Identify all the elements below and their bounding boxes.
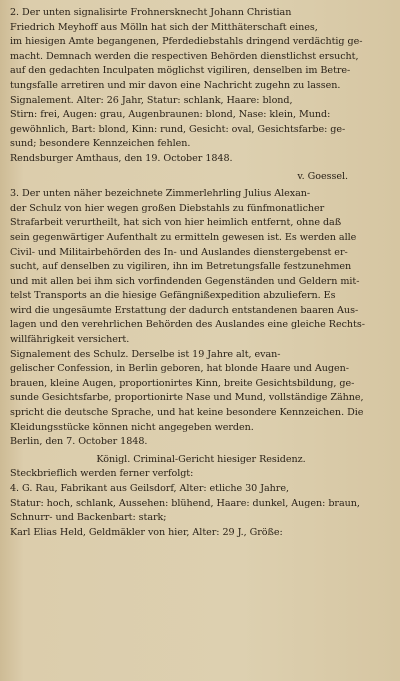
text-body xyxy=(10,6,392,540)
text-line: Karl Elias Held, Geldmäkler von hier, Alter: 29 J., Größe: xyxy=(10,526,283,538)
text-line: Signalement des Schulz. Derselbe ist 19 Jahre alt, evan- xyxy=(10,348,281,360)
text-line: 3. Der unten näher bezeichnete Zimmerlehrling Julius Alexan- xyxy=(10,188,311,200)
text-block xyxy=(10,467,392,540)
text-block xyxy=(10,453,392,468)
text-line: Statur: hoch, schlank, Aussehen: blühend, Haare: dunkel, Augen: braun, xyxy=(10,497,360,509)
text-line: Stirn: frei, Augen: grau, Augenbraunen: blond, Nase: klein, Mund: xyxy=(10,109,331,121)
text-line: brauen, kleine Augen, proportionirtes Kinn, breite Gesichtsbildung, ge- xyxy=(10,377,355,389)
text-line: gelischer Confession, in Berlin geboren, hat blonde Haare und Augen- xyxy=(10,363,349,375)
text-line: Steckbrieflich werden ferner verfolgt: xyxy=(10,468,194,480)
text-line: 4. G. Rau, Fabrikant aus Geilsdorf, Alter: etliche 30 Jahre, xyxy=(10,483,289,494)
text-line: auf den gedachten Inculpaten möglichst vigiliren, denselben im Betre- xyxy=(10,65,351,77)
text-line: Strafarbeit verurtheilt, hat sich von hier heimlich entfernt, ohne daß xyxy=(10,217,342,229)
text-line: und mit allen bei ihm sich vorfindenden Gegenständen und Geldern mit- xyxy=(10,275,360,287)
text-line: sucht, auf denselben zu vigiliren, ihn im Betretungsfalle festzunehmen xyxy=(10,261,352,273)
text-block xyxy=(10,152,392,167)
text-block xyxy=(10,435,392,450)
text-line: gewöhnlich, Bart: blond, Kinn: rund, Gesicht: oval, Gesichtsfarbe: ge- xyxy=(10,123,346,135)
text-line: sein gegenwärtiger Aufenthalt zu ermitteln gewesen ist. Es werden alle xyxy=(10,231,357,243)
text-block xyxy=(10,170,392,185)
text-line: sund; besondere Kennzeichen fehlen. xyxy=(10,138,191,150)
text-line: Berlin, den 7. October 1848. xyxy=(10,436,148,448)
text-line: v. Goessel. xyxy=(297,170,348,182)
text-line: der Schulz von hier wegen großen Diebstahls zu fünfmonatlicher xyxy=(10,202,325,214)
text-line: im hiesigen Amte begangenen, Pferdediebstahls dringend verdächtig ge- xyxy=(10,36,363,48)
text-line: telst Transports an die hiesige Gefängnißexpedition abzuliefern. Es xyxy=(10,290,336,302)
text-line: Friedrich Meyhoff aus Mölln hat sich der Mitthäterschaft eines, xyxy=(10,21,318,33)
text-line: Schnurr- und Backenbart: stark; xyxy=(10,512,167,524)
text-line: Rendsburger Amthaus, den 19. October 1848. xyxy=(10,152,233,164)
text-line: macht. Demnach werden die respectiven Behörden dienstlichst ersucht, xyxy=(10,50,359,62)
text-line: Kleidungsstücke können nicht angegeben werden. xyxy=(10,421,254,433)
text-line: spricht die deutsche Sprache, und hat keine besondere Kennzeichen. Die xyxy=(10,407,364,419)
text-line: tungsfalle arretiren und mir davon eine Nachricht zugehn zu lassen. xyxy=(10,79,341,91)
text-line: Königl. Criminal-Gericht hiesiger Residenz. xyxy=(96,453,306,465)
text-line: Signalement. Alter: 26 Jahr, Statur: schlank, Haare: blond, xyxy=(10,94,293,106)
text-block xyxy=(10,6,392,152)
text-line: sunde Gesichtsfarbe, proportionirte Nase und Mund, vollständige Zähne, xyxy=(10,392,364,404)
text-line: 2. Der unten signalisirte Frohnersknecht Johann Christian xyxy=(10,7,292,18)
text-line: wird die ungesäumte Erstattung der dadurch entstandenen baaren Aus- xyxy=(10,304,359,316)
text-line: Civil- und Militairbehörden des In- und Auslandes dienstergebenst er- xyxy=(10,246,348,258)
text-line: willfährigkeit versichert. xyxy=(10,334,130,346)
text-line: lagen und den verehrlichen Behörden des Auslandes eine gleiche Rechts- xyxy=(10,319,365,331)
text-block xyxy=(10,187,392,435)
